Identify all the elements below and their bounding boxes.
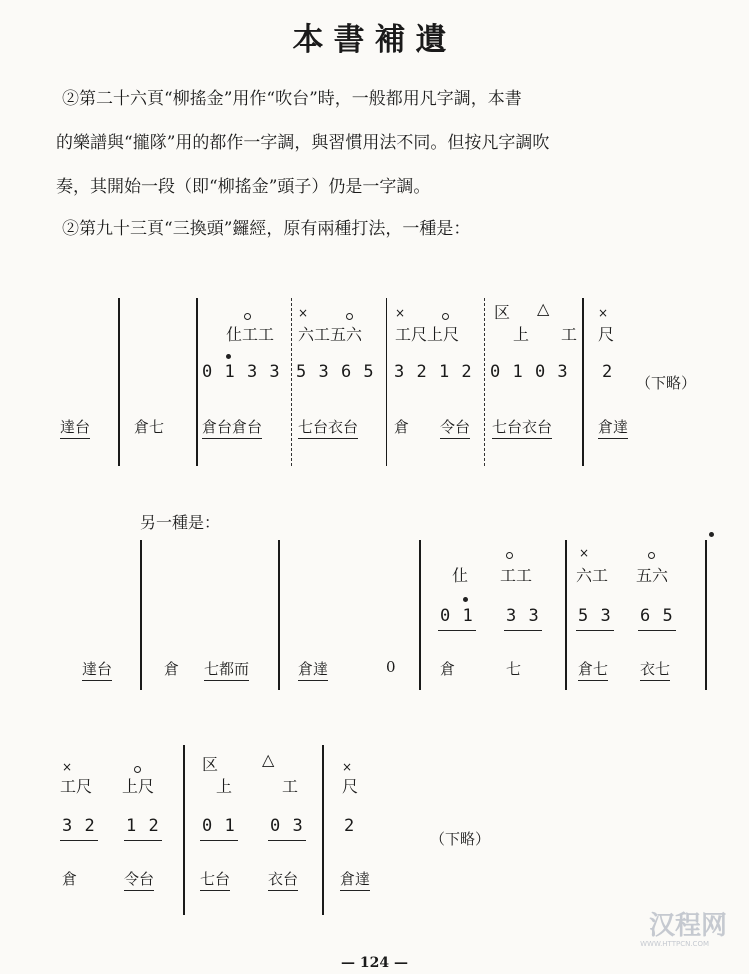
alternate-label: 另一種是： xyxy=(140,513,221,532)
watermark-url: WWW.HTTPCN.COM xyxy=(640,940,709,948)
numbers-measure-2: 5 3 6 5 xyxy=(296,362,375,382)
beam-underline xyxy=(200,840,238,841)
cross-mark: × xyxy=(62,760,73,774)
beam-underline xyxy=(504,630,542,631)
paragraph-line-1: ②第二十六頁“柳搖金”用作“吹台”時，一般都用凡字調，本書 xyxy=(62,89,522,109)
numbers-2-1: 0 1 xyxy=(440,606,474,626)
barline xyxy=(565,540,567,690)
paragraph-line-3: 奏，其開始一段（即“柳搖金”頭子）仍是一字調。 xyxy=(56,177,431,197)
sign-qu: 区 xyxy=(494,303,511,322)
numbers-measure-1: 0 1 3 3 xyxy=(202,362,281,382)
perc-measure-3b: 令台 xyxy=(440,416,470,439)
perc-measure-3a: 倉 xyxy=(394,418,410,436)
solfa-2-2: 工工 xyxy=(500,566,533,585)
solfa-measure-5: 尺 xyxy=(598,325,615,344)
omitted-note: （下略） xyxy=(430,830,491,848)
solfa-3-2: 上尺 xyxy=(122,777,155,796)
edge-dot xyxy=(709,532,714,537)
solfa-measure-3: 工尺上尺 xyxy=(395,325,460,344)
solfa-3-4: 工 xyxy=(282,777,299,796)
perc-measure-5: 倉達 xyxy=(598,416,628,439)
perc-3-2: 令台 xyxy=(124,868,154,891)
cross-mark: × xyxy=(579,546,590,560)
numbers-2-2: 3 3 xyxy=(506,606,540,626)
octave-dot xyxy=(226,354,231,359)
perc-measure-1: 倉台倉台 xyxy=(202,416,262,439)
numbers-measure-4: 0 1 0 3 xyxy=(490,362,569,382)
barline xyxy=(386,298,387,466)
solfa-measure-1: 仩工工 xyxy=(226,325,275,344)
solfa-2-4: 五六 xyxy=(636,566,669,585)
numbers-2-3: 5 3 xyxy=(578,606,612,626)
barline-dashed xyxy=(291,298,292,466)
sign-triangle: △ xyxy=(262,750,275,769)
perc-measure-2: 七台衣台 xyxy=(298,416,358,439)
numbers-3-4: 0 3 xyxy=(270,816,304,836)
perc-3-5: 倉達 xyxy=(340,868,370,891)
octave-dot xyxy=(463,597,468,602)
page-title: 本書補遺 xyxy=(292,22,457,58)
solfa-2-1: 仩 xyxy=(452,566,469,585)
barline xyxy=(322,745,324,915)
barline xyxy=(705,540,707,690)
solfa-3-5: 尺 xyxy=(342,777,359,796)
barline xyxy=(196,298,198,466)
perc-2-intro-5: 0 xyxy=(386,658,396,676)
numbers-3-5: 2 xyxy=(344,816,356,836)
numbers-3-2: 1 2 xyxy=(126,816,160,836)
perc-2-intro-2: 倉 xyxy=(164,660,180,678)
perc-2-intro-3: 七都而 xyxy=(204,658,249,681)
numbers-measure-5: 2 xyxy=(602,362,614,382)
ornament-circle xyxy=(442,313,449,320)
beam-underline xyxy=(124,840,162,841)
perc-2-intro-4: 倉達 xyxy=(298,658,328,681)
sign-triangle: △ xyxy=(537,299,550,318)
solfa-3-1: 工尺 xyxy=(60,777,93,796)
cross-mark: × xyxy=(598,306,609,320)
numbers-3-3: 0 1 xyxy=(202,816,236,836)
perc-3-1: 倉 xyxy=(62,870,78,888)
barline xyxy=(419,540,421,690)
perc-measure-4: 七台衣台 xyxy=(492,416,552,439)
perc-3-3: 七台 xyxy=(200,868,230,891)
ornament-circle xyxy=(506,552,513,559)
page-number: — 124 — xyxy=(341,955,408,971)
barline xyxy=(278,540,280,690)
beam-underline xyxy=(638,630,676,631)
numbers-3-1: 3 2 xyxy=(62,816,96,836)
perc-3-4: 衣台 xyxy=(268,868,298,891)
barline xyxy=(140,540,142,690)
beam-underline xyxy=(60,840,98,841)
solfa-3-3: 上 xyxy=(216,777,233,796)
barline xyxy=(118,298,120,466)
perc-intro-2: 倉七 xyxy=(134,418,165,436)
perc-2-1: 倉 xyxy=(440,660,456,678)
ornament-circle xyxy=(346,313,353,320)
watermark-logo: 汉程网 xyxy=(648,911,727,941)
cross-mark: × xyxy=(298,306,309,320)
ornament-circle xyxy=(134,766,141,773)
perc-2-intro-1: 達台 xyxy=(82,658,112,681)
ornament-circle xyxy=(244,313,251,320)
paragraph-line-4: ②第九十三頁“三換頭”鑼經，原有兩種打法，一種是： xyxy=(62,219,471,239)
omitted-note: （下略） xyxy=(636,374,697,392)
perc-2-2: 七 xyxy=(506,660,522,678)
beam-underline xyxy=(268,840,306,841)
paragraph-line-2: 的樂譜與“攏隊”用的都作一字調，與習慣用法不同。但按凡字調吹 xyxy=(56,133,550,153)
perc-intro-1: 達台 xyxy=(60,416,90,439)
solfa-measure-2: 六工五六 xyxy=(298,325,363,344)
perc-2-3: 倉七 xyxy=(578,658,608,681)
beam-underline xyxy=(438,630,476,631)
numbers-measure-3: 3 2 1 2 xyxy=(394,362,473,382)
beam-underline xyxy=(576,630,614,631)
cross-mark: × xyxy=(342,760,353,774)
numbers-2-4: 6 5 xyxy=(640,606,674,626)
sign-qu: 区 xyxy=(202,755,219,774)
barline xyxy=(183,745,185,915)
solfa-measure-4: 上 工 xyxy=(513,325,586,344)
solfa-2-3: 六工 xyxy=(576,566,609,585)
barline-dashed xyxy=(484,298,485,466)
ornament-circle xyxy=(648,552,655,559)
cross-mark: × xyxy=(395,306,406,320)
perc-2-4: 衣七 xyxy=(640,658,670,681)
